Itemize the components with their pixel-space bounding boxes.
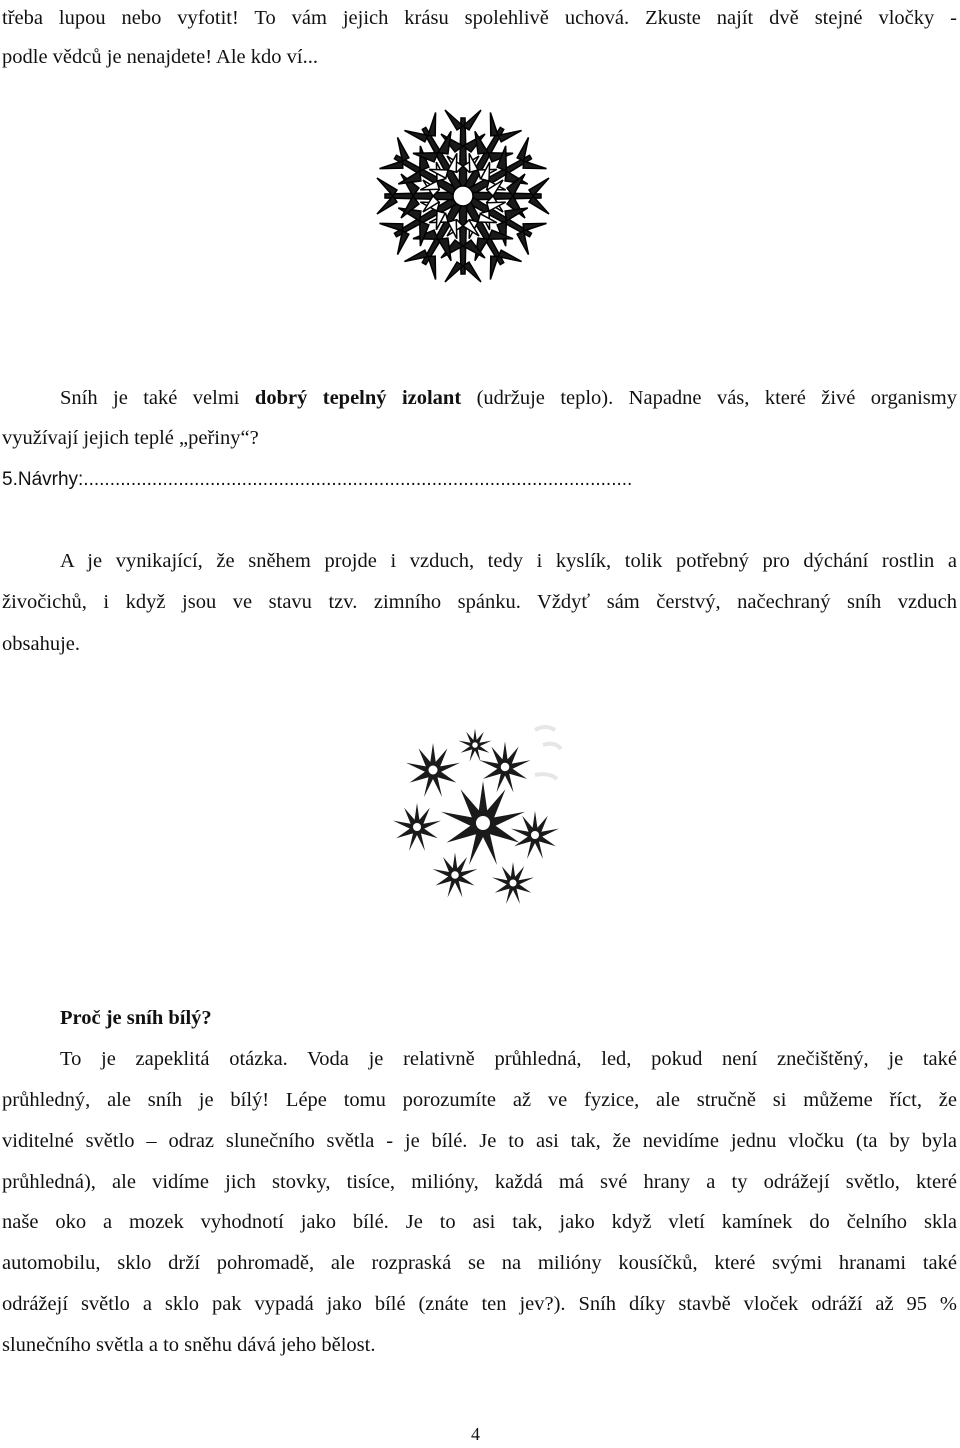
snowflake-cluster-icon xyxy=(385,715,580,910)
paragraph-line: automobilu, sklo drží pohromadě, ale rozpraská se na milióny kousíčků, které svými hranami také xyxy=(2,1252,957,1274)
paragraph-line: To je zapeklitá otázka. Voda je relativně průhledná, led, pokud není znečištěný, je také xyxy=(60,1048,957,1070)
paragraph-line: viditelné světlo – odraz slunečního světla - je bílé. Je to asi tak, že nevidíme jednu vločku (ta by byla xyxy=(2,1130,957,1152)
paragraph-line: slunečního světla a to sněhu dává jeho bělost. xyxy=(2,1334,376,1356)
paragraph-line: odrážejí světlo a sklo pak vypadá jako bílé (znáte ten jev?). Sníh díky stavbě vloček odráží až 95 % xyxy=(2,1293,957,1315)
paragraph-line: A je vynikající, že sněhem projde i vzduch, tedy i kyslík, tolik potřebný pro dýchání rostlin a xyxy=(60,550,957,572)
paragraph-line: živočichů, i když jsou ve stavu tzv. zimního spánku. Vždyť sám čerstvý, načechraný sníh vzduch xyxy=(2,591,957,613)
paragraph-line: Sníh je také velmi dobrý tepelný izolant (udržuje teplo). Napadne vás, které živé organismy xyxy=(60,387,957,409)
section-label: 5.Návrhy:........................................................................................................ xyxy=(2,469,633,490)
paragraph-line: obsahuje. xyxy=(2,633,80,655)
page-number: 4 xyxy=(471,1424,480,1444)
paragraph-line: naše oko a mozek vyhodnotí jako bílé. Je to asi tak, jako když vletí kamínek do čelního skla xyxy=(2,1211,957,1233)
snowflake-icon xyxy=(372,105,554,287)
paragraph-line: využívají jejich teplé „peřiny“? xyxy=(2,427,259,449)
section-heading: Proč je sníh bílý? xyxy=(60,1007,212,1029)
paragraph-line: třeba lupou nebo vyfotit! To vám jejich krásu spolehlivě uchová. Zkuste najít dvě stejné vločky - xyxy=(2,7,957,29)
paragraph-line: průhledný, ale sníh je bílý! Lépe tomu porozumíte až ve fyzice, ale stručně si můžeme říct, že xyxy=(2,1089,957,1111)
paragraph-line: průhledná), ale vidíme jich stovky, tisíce, milióny, každá má své hrany a ty odrážejí světlo, které xyxy=(2,1171,957,1193)
paragraph-line: podle vědců je nenajdete! Ale kdo ví... xyxy=(2,46,318,68)
